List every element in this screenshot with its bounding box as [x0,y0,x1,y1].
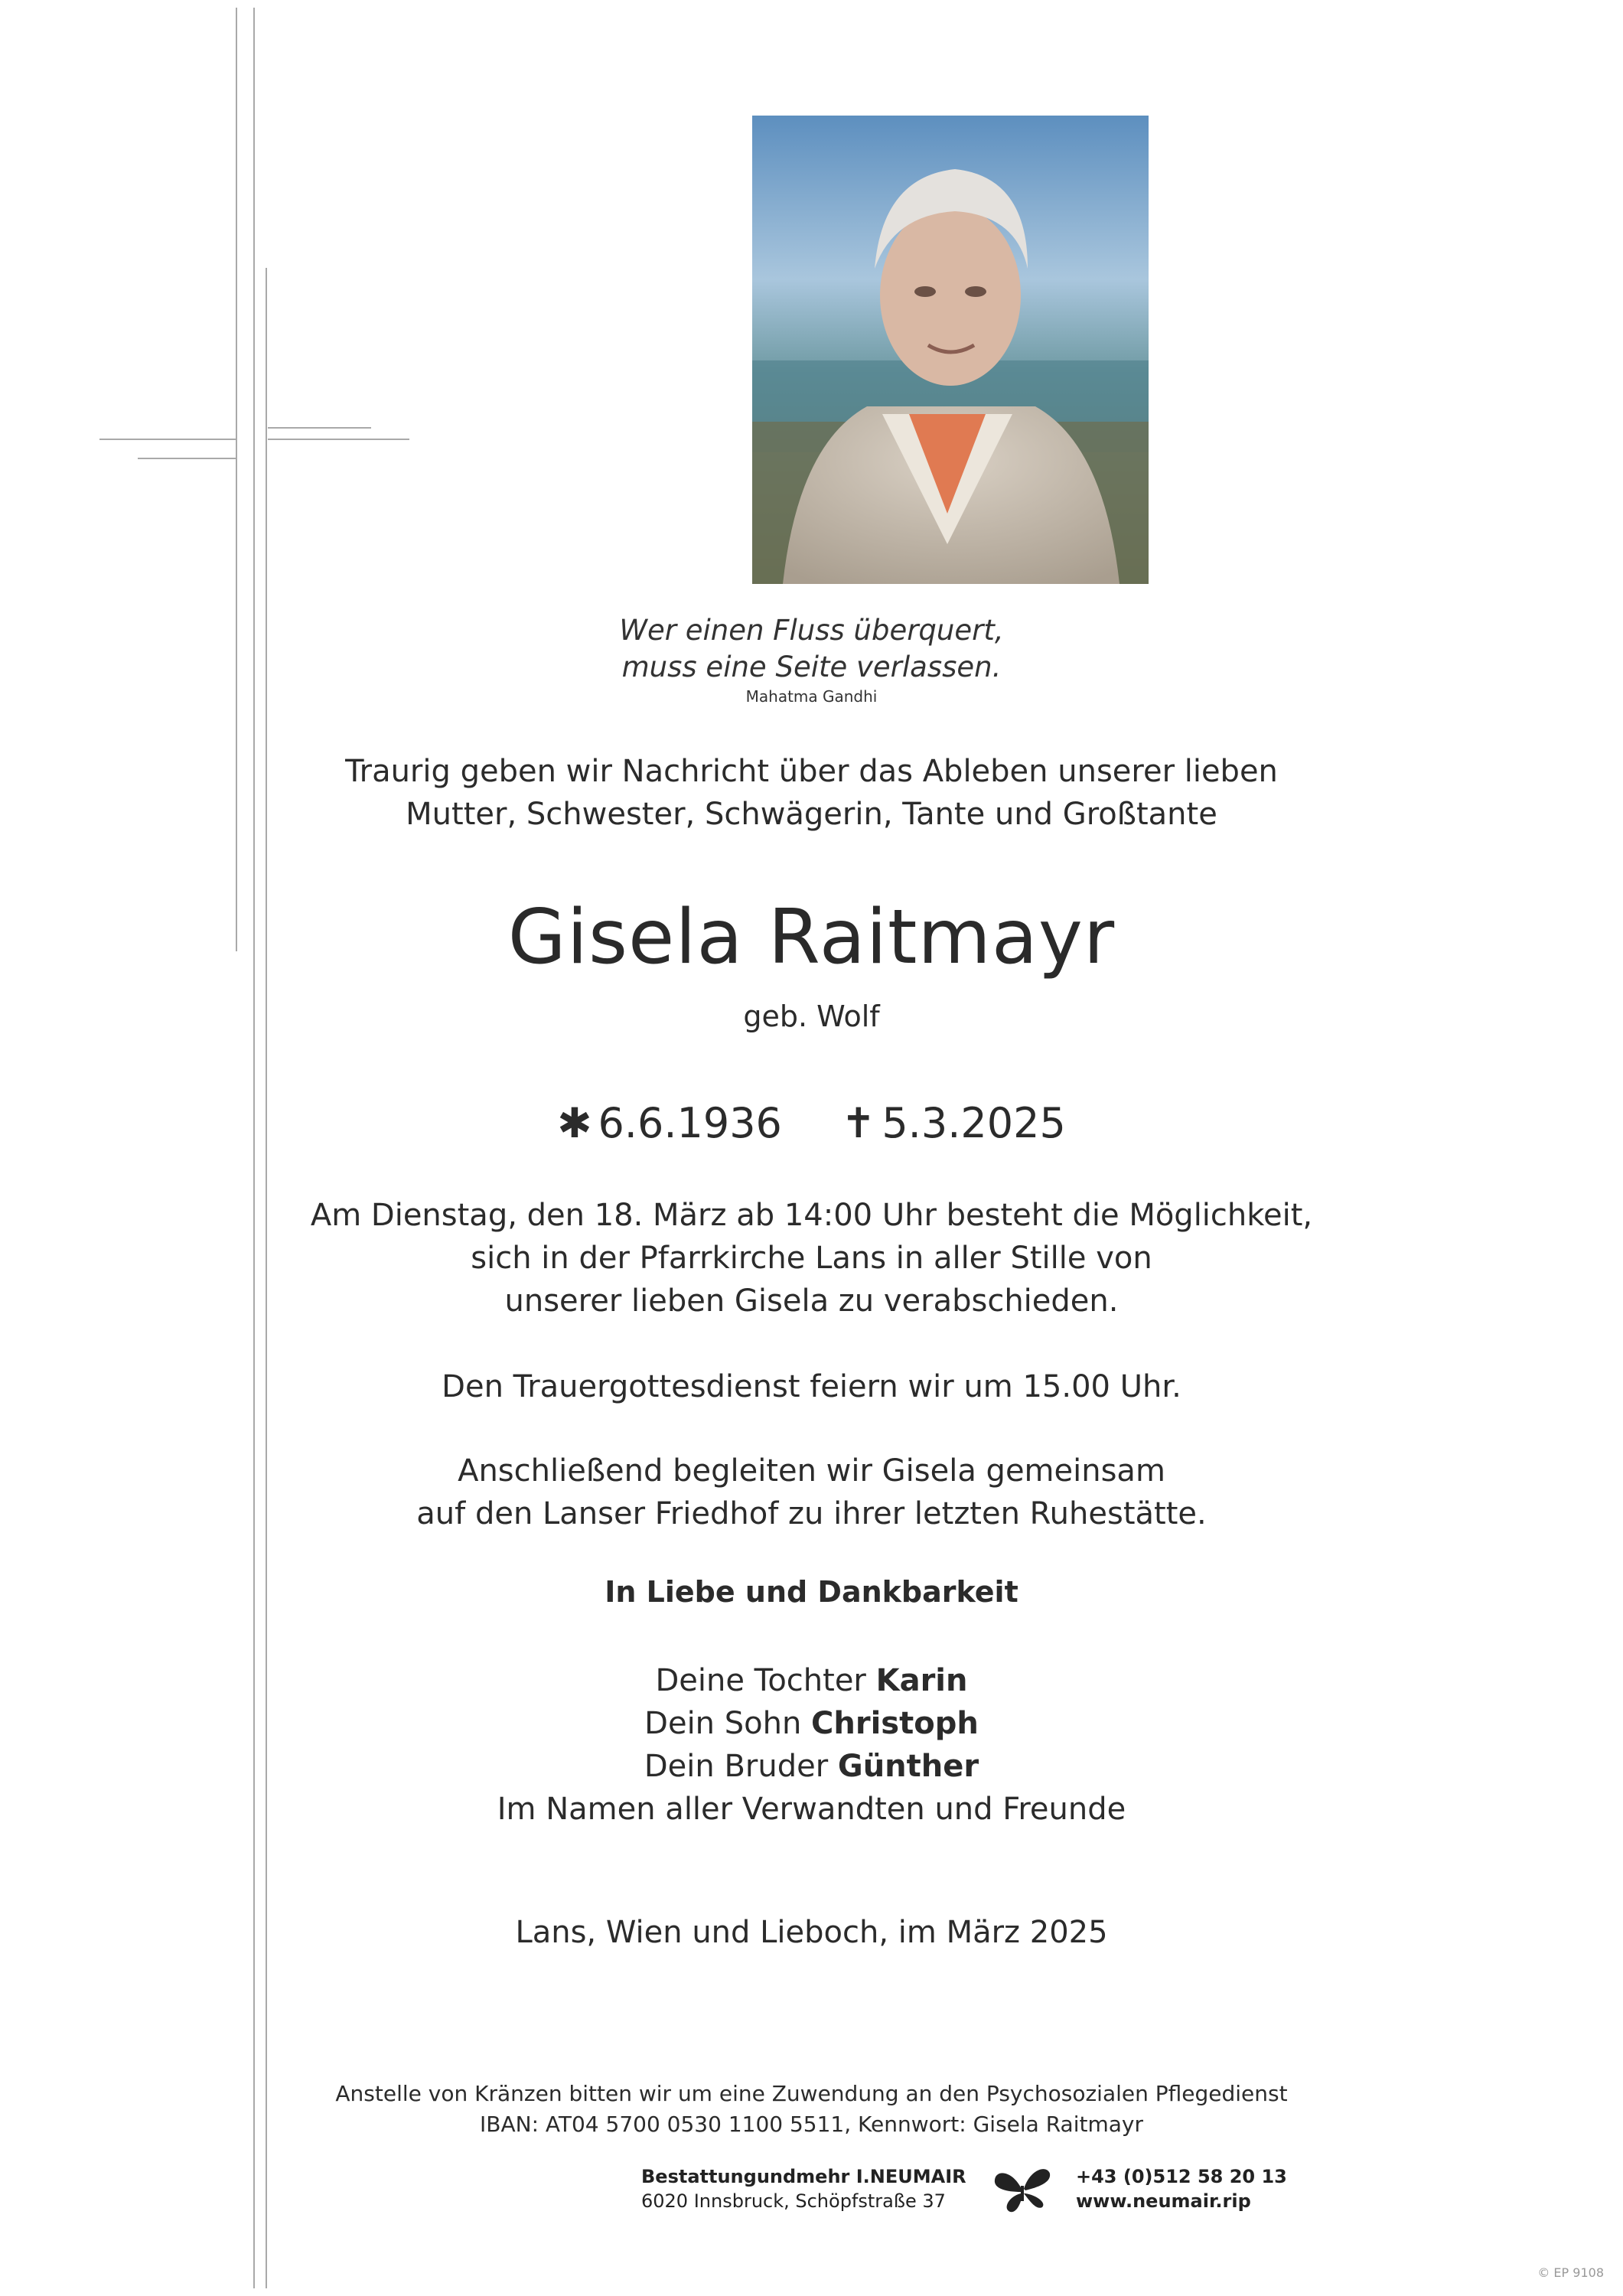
signer-others: Im Namen aller Verwandten und Freunde [497,1792,1126,1827]
farewell-line-3: unserer lieben Gisela zu verabschieden. [504,1283,1119,1319]
service-paragraph: Den Trauergottesdienst feiern wir um 15.00 Uhr. [442,1369,1181,1404]
place-date: Lans, Wien und Lieboch, im März 2025 [515,1915,1108,1950]
donation-line-2: IBAN: AT04 5700 0530 1100 5511, Kennwort: Gisela Raitmayr [480,2112,1143,2137]
burial-paragraph [0,1450,1623,1535]
funeral-home-website: www.neumair.rip [1076,2190,1251,2212]
birth-date-group [557,1099,795,1147]
signers-list [0,1659,1623,1831]
signer-name: Karin [875,1663,968,1698]
maiden-name: geb. Wolf [743,1000,880,1033]
cross-horizontal-line-left-bottom [138,458,237,459]
signer-daughter [0,1659,1623,1702]
cross-horizontal-line-right-bottom [268,439,409,440]
cross-horizontal-line-right-top [268,427,371,429]
quote-line-2: muss eine Seite verlassen. [621,651,1002,683]
deceased-name: Gisela Raitmayr [507,894,1116,981]
announcement-intro [0,750,1623,836]
signer-name: Günther [837,1749,979,1784]
funeral-home-phone: +43 (0)512 58 20 13 [1076,2166,1287,2187]
signer-name: Christoph [811,1706,979,1741]
farewell-paragraph [0,1194,1623,1322]
death-cross-icon: ✝ [841,1099,876,1147]
intro-line-2: Mutter, Schwester, Schwägerin, Tante und Großtante [406,797,1217,832]
quote-author: Mahatma Gandhi [745,687,878,706]
intro-line-1: Traurig geben wir Nachricht über das Ableben unserer lieben [345,754,1278,789]
funeral-home-street: 6020 Innsbruck, Schöpfstraße 37 [641,2190,946,2212]
funeral-home-name: Bestattungundmehr I.NEUMAIR [641,2166,966,2187]
portrait-photo [752,116,1149,584]
signer-brother [0,1745,1623,1788]
closing-thanks: In Liebe und Dankbarkeit [605,1575,1018,1609]
death-date: 5.3.2025 [882,1099,1066,1147]
signer-relation: Deine Tochter [655,1663,866,1698]
donation-line-1: Anstelle von Kränzen bitten wir um eine Zuwendung an den Psychosozialen Pflegedienst [335,2081,1288,2106]
quote-line-1: Wer einen Fluss überquert, [619,614,1004,647]
signer-son [0,1702,1623,1745]
death-date-group [841,1099,1066,1147]
life-dates [0,1099,1623,1147]
farewell-line-2: sich in der Pfarrkirche Lans in aller Stille von [471,1241,1152,1276]
print-code: © EP 9108 [1537,2265,1604,2280]
signer-relation: Dein Bruder [644,1749,829,1784]
funeral-home-address [641,2164,966,2213]
funeral-home-contact [1076,2164,1287,2213]
donation-notice [0,2079,1623,2140]
quote [0,612,1623,686]
birth-star-icon: ✱ [557,1099,592,1147]
birth-date: 6.6.1936 [598,1099,782,1147]
burial-line-1: Anschließend begleiten wir Gisela gemeinsam [458,1453,1165,1489]
farewell-line-1: Am Dienstag, den 18. März ab 14:00 Uhr besteht die Möglichkeit, [310,1198,1313,1233]
cross-horizontal-line-left-top [99,439,237,440]
signer-relation: Dein Sohn [644,1706,802,1741]
butterfly-logo-icon [992,2163,1053,2216]
burial-line-2: auf den Lanser Friedhof zu ihrer letzten Ruhestätte. [416,1496,1207,1531]
